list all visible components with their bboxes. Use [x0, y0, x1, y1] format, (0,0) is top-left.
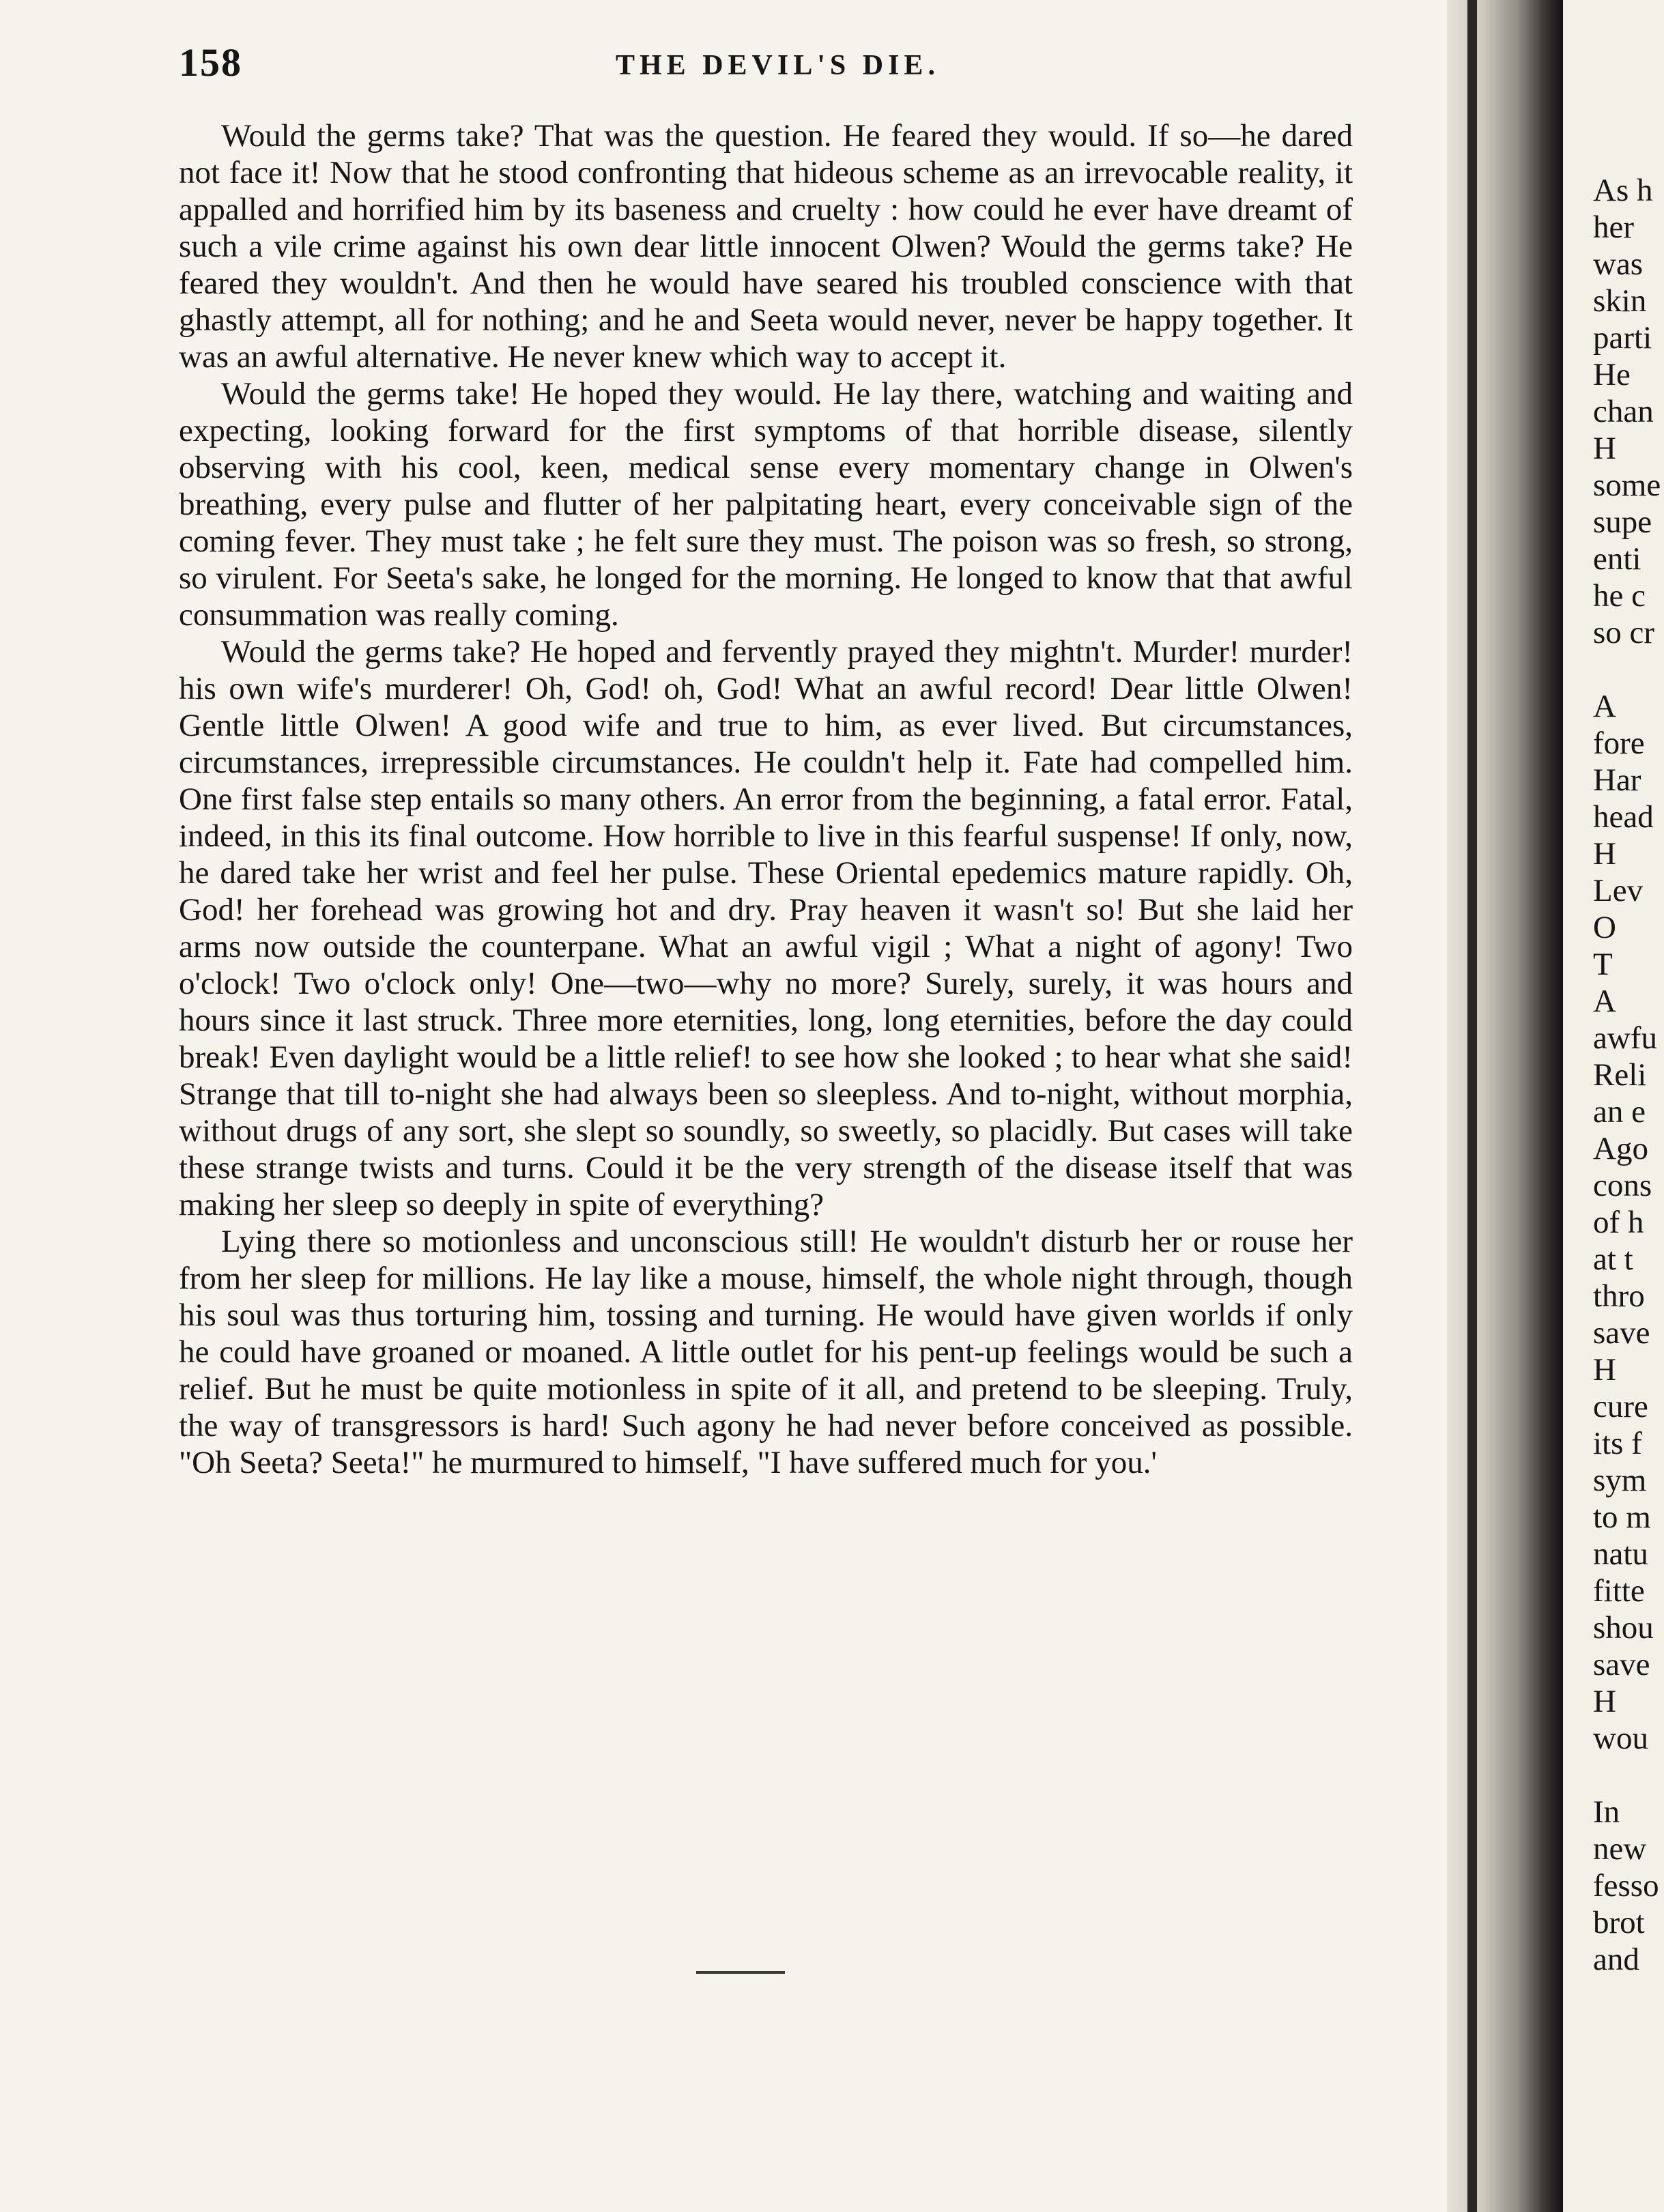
facing-page-line: parti: [1593, 320, 1652, 356]
page-number: 158: [179, 40, 242, 85]
paragraph-2: Would the germs take! He hoped they would. He lay there, watching and waiting and expecting, looking forward for the first symptoms of that horrible disease, silently observing with his cool, keen, medical sense every momentary change in Olwen's breathing, every pulse and flutter of her palpitating heart, every conceivable sign of the coming fever. They must take ; he felt sure they must. The poison was so fresh, so strong, so virulent. For Seeta's sake, he longed for the morning. He longed to know that that awful consummation was really coming.: [179, 376, 1353, 633]
facing-page-line: thro: [1593, 1278, 1645, 1314]
paragraph-1: Would the germs take? That was the question. He feared they would. If so—he dared not face it! Now that he stood confronting that hideous scheme as an irrevocable reality, it appalled and horrified him by its baseness and cruelty : how could he ever have dreamt of such a vile crime against his own dear little innocent Olwen? Would the germs take? He feared they wouldn't. And then he would have seared his troubled conscience with that ghastly attempt, all for nothing; and he and Seeta would never, never be happy together. It was an awful alternative. He never knew which way to accept it.: [179, 118, 1353, 375]
facing-page-line: H: [1593, 836, 1616, 872]
facing-page-line: brot: [1593, 1905, 1645, 1940]
facing-page-line: so cr: [1593, 615, 1655, 650]
facing-page-line: save: [1593, 1315, 1650, 1351]
facing-page-line: fitte: [1593, 1573, 1645, 1609]
facing-page-line: of h: [1593, 1205, 1644, 1240]
facing-page-line: and: [1593, 1942, 1639, 1977]
facing-page-line: H: [1593, 431, 1616, 466]
body-text: [179, 117, 1353, 1481]
facing-page-line: A: [1593, 983, 1616, 1019]
paragraph-4: Lying there so motionless and unconscious still! He wouldn't disturb her or rouse her from her sleep for millions. He lay like a mouse, himself, the whole night through, though his soul was thus torturing him, tossing and turning. He would have given worlds if only he could have groaned or moaned. A little outlet for his pent-up feelings would be such a relief. But he must be quite motionless in spite of it all, and pretend to be sleeping. Truly, the way of transgressors is hard! Such agony he had never before conceived as possible. "Oh Seeta? Seeta!" he murmured to himself, "I have suffered much for you.': [179, 1224, 1353, 1480]
facing-page-line: cons: [1593, 1168, 1652, 1203]
facing-page-line: As h: [1593, 173, 1653, 208]
facing-page-line: fesso: [1593, 1868, 1659, 1904]
facing-page-line: was: [1593, 246, 1644, 282]
gutter-shadow-line: [1467, 0, 1477, 2212]
facing-page-line: at t: [1593, 1241, 1633, 1277]
facing-page-line: its f: [1593, 1426, 1642, 1461]
facing-page-line: wou: [1593, 1721, 1648, 1756]
book-gutter: [1447, 0, 1563, 2212]
facing-page-line: Reli: [1593, 1057, 1647, 1093]
facing-page-line: Har: [1593, 762, 1641, 798]
facing-page-line: he c: [1593, 578, 1646, 614]
facing-page-line: sym: [1593, 1463, 1647, 1498]
facing-page-line: T: [1593, 947, 1613, 982]
facing-page-line: her: [1593, 210, 1635, 245]
facing-page-edge: [1563, 0, 1664, 2212]
facing-page-line: In: [1593, 1794, 1620, 1830]
facing-page-line: enti: [1593, 541, 1641, 577]
facing-page-line: H: [1593, 1684, 1616, 1719]
facing-page-line: shou: [1593, 1610, 1654, 1646]
facing-page-line: awfu: [1593, 1020, 1657, 1056]
section-end-rule: [696, 1971, 785, 1974]
facing-page-line: chan: [1593, 394, 1654, 429]
running-head: THE DEVIL'S DIE.: [616, 50, 940, 81]
facing-page-line: natu: [1593, 1536, 1648, 1572]
facing-page-line: skin: [1593, 283, 1647, 319]
facing-page-line: He: [1593, 357, 1631, 392]
facing-page-line: Lev: [1593, 873, 1644, 908]
facing-page-line: head: [1593, 799, 1654, 835]
facing-page-line: H: [1593, 1352, 1616, 1388]
facing-page-line: cure: [1593, 1389, 1648, 1424]
facing-page-line: save: [1593, 1647, 1650, 1682]
facing-page-line: supe: [1593, 504, 1652, 540]
page-header: [179, 40, 1366, 101]
facing-page-line: A: [1593, 689, 1616, 724]
facing-page-line: Ago: [1593, 1131, 1648, 1166]
facing-page-line: an e: [1593, 1094, 1646, 1130]
paragraph-3: Would the germs take? He hoped and fervently prayed they mightn't. Murder! murder! his own wife's murderer! Oh, God! oh, God! What an awful record! Dear little Olwen! Gentle little Olwen! A good wife and true to him, as ever lived. But circumstances, circumstances, irrepressible circumstances. He couldn't help it. Fate had compelled him. One first false step entails so many others. An error from the beginning, a fatal error. Fatal, indeed, in this its final outcome. How horrible to live in this fearful suspense! If only, now, he dared take her wrist and feel her pulse. These Oriental epedemics mature rapidly. Oh, God! her forehead was growing hot and dry. Pray heaven it wasn't so! But she laid her arms now outside the counterpane. What an awful vigil ; What a night of agony! Two o'clock! Two o'clock only! One—two—why no more? Surely, surely, it was hours and hours since it last struck. Three more eternities, long, long eternities, before the day could break! Even daylight would be a little relief! to see how she looked ; to hear what she said! Strange that till to-night she had always been so sleepless. And to-night, without morphia, without drugs of any sort, she slept so soundly, so sweetly, so placidly. But cases will take these strange twists and turns. Could it be the very strength of the disease itself that was making her sleep so deeply in spite of everything?: [179, 634, 1353, 1222]
facing-page-line: new: [1593, 1831, 1647, 1867]
facing-page-line: O: [1593, 910, 1616, 945]
facing-page-line: fore: [1593, 726, 1645, 761]
facing-page-line: to m: [1593, 1499, 1651, 1535]
facing-page-line: some: [1593, 468, 1661, 503]
